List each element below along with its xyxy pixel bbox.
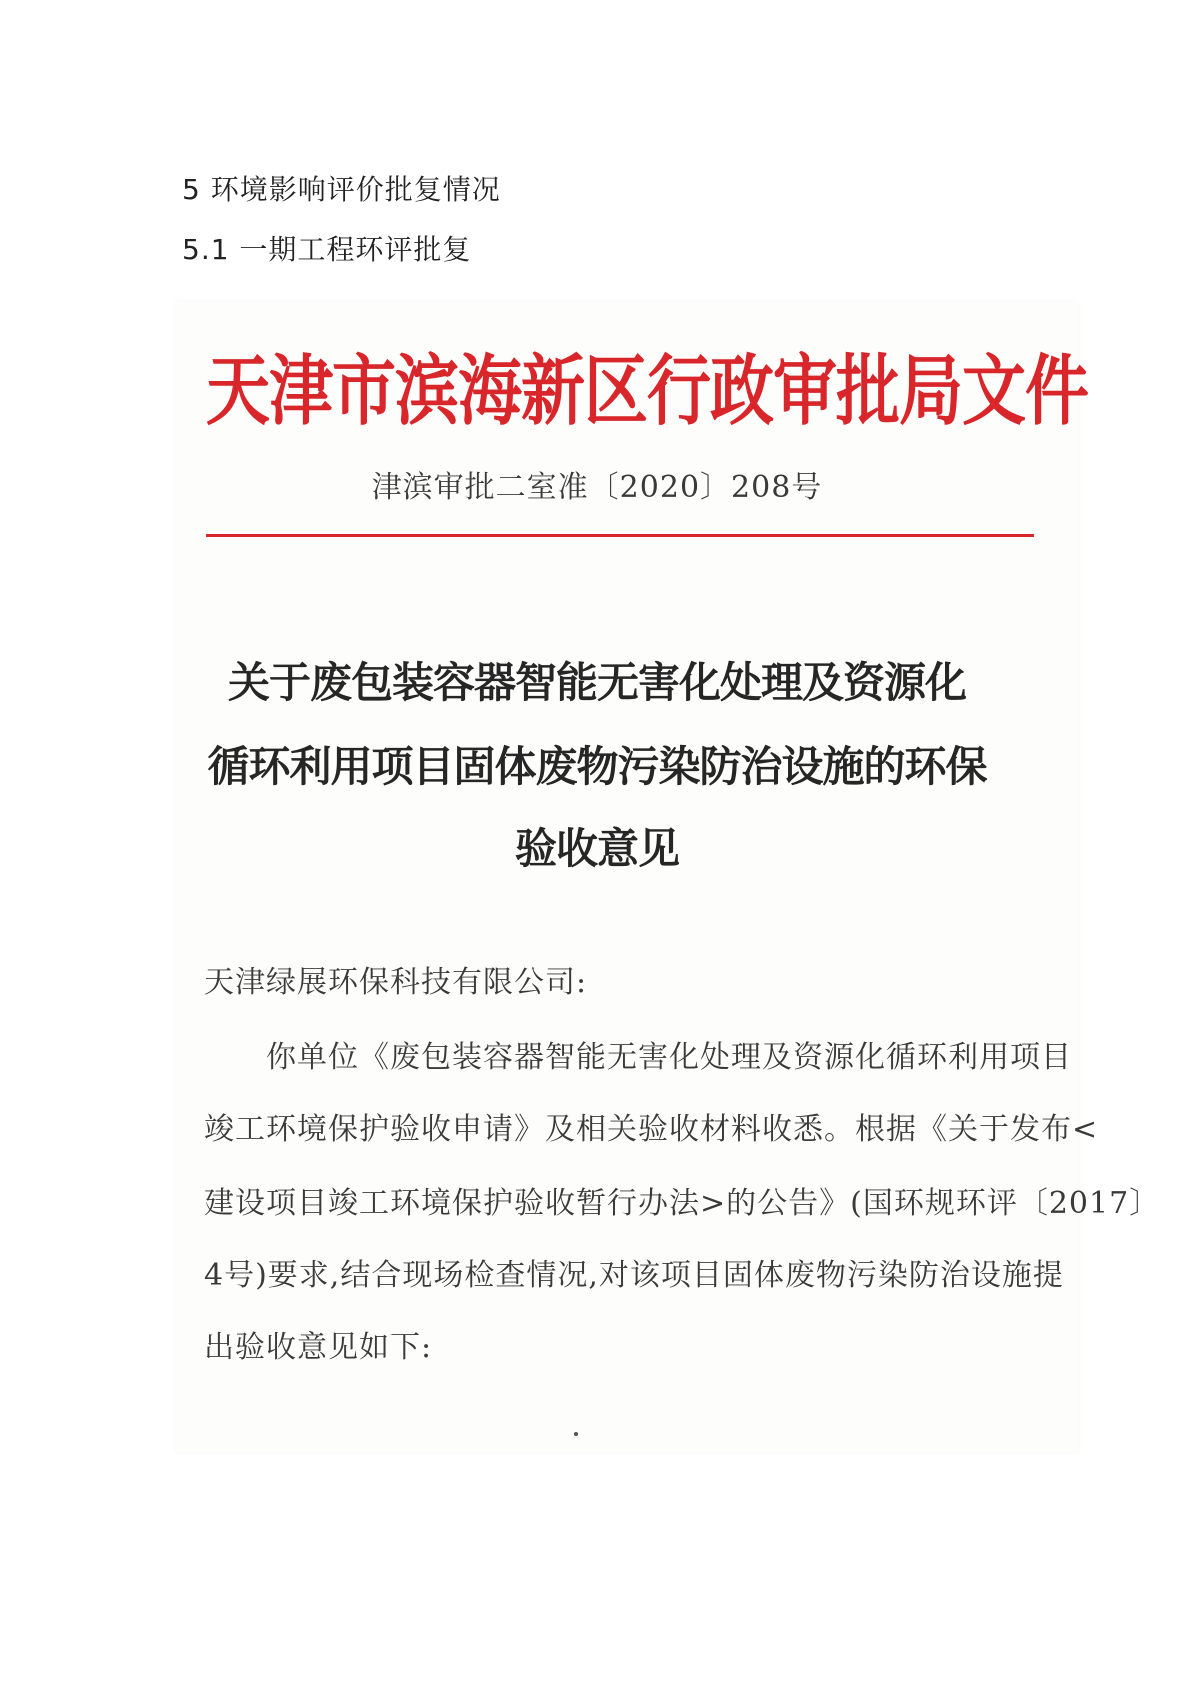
subsection-heading: 5.1 一期工程环评批复 — [182, 233, 472, 266]
body-text-line: 竣工环境保护验收申请》及相关验收材料收悉。根据《关于发布< — [204, 1112, 1099, 1147]
body-text-line: 建设项目竣工环境保护验收暂行办法>的公告》(国环规环评〔2017〕 — [204, 1186, 1161, 1221]
document-masthead: 天津市滨海新区行政审批局文件 — [206, 346, 1088, 437]
body-text-line: 出验收意见如下: — [204, 1330, 433, 1365]
body-text-line: 你单位《废包装容器智能无害化处理及资源化循环利用项目 — [266, 1040, 1072, 1075]
scanned-approval-document — [176, 302, 1161, 1452]
document-title-line: 验收意见 — [514, 824, 679, 873]
document-title-line: 循环利用项目固体废物污染防治设施的环保 — [207, 742, 987, 791]
body-text-line: 4号)要求,结合现场检查情况,对该项目固体废物污染防治设施提 — [204, 1258, 1064, 1293]
section-heading: 5 环境影响评价批复情况 — [182, 173, 501, 206]
document-number: 津滨审批二室准〔2020〕208号 — [371, 470, 823, 505]
scan-speck — [574, 1432, 578, 1436]
red-divider — [206, 534, 1034, 537]
addressee: 天津绿展环保科技有限公司: — [204, 965, 588, 1000]
document-title-line: 关于废包装容器智能无害化处理及资源化 — [227, 658, 966, 707]
